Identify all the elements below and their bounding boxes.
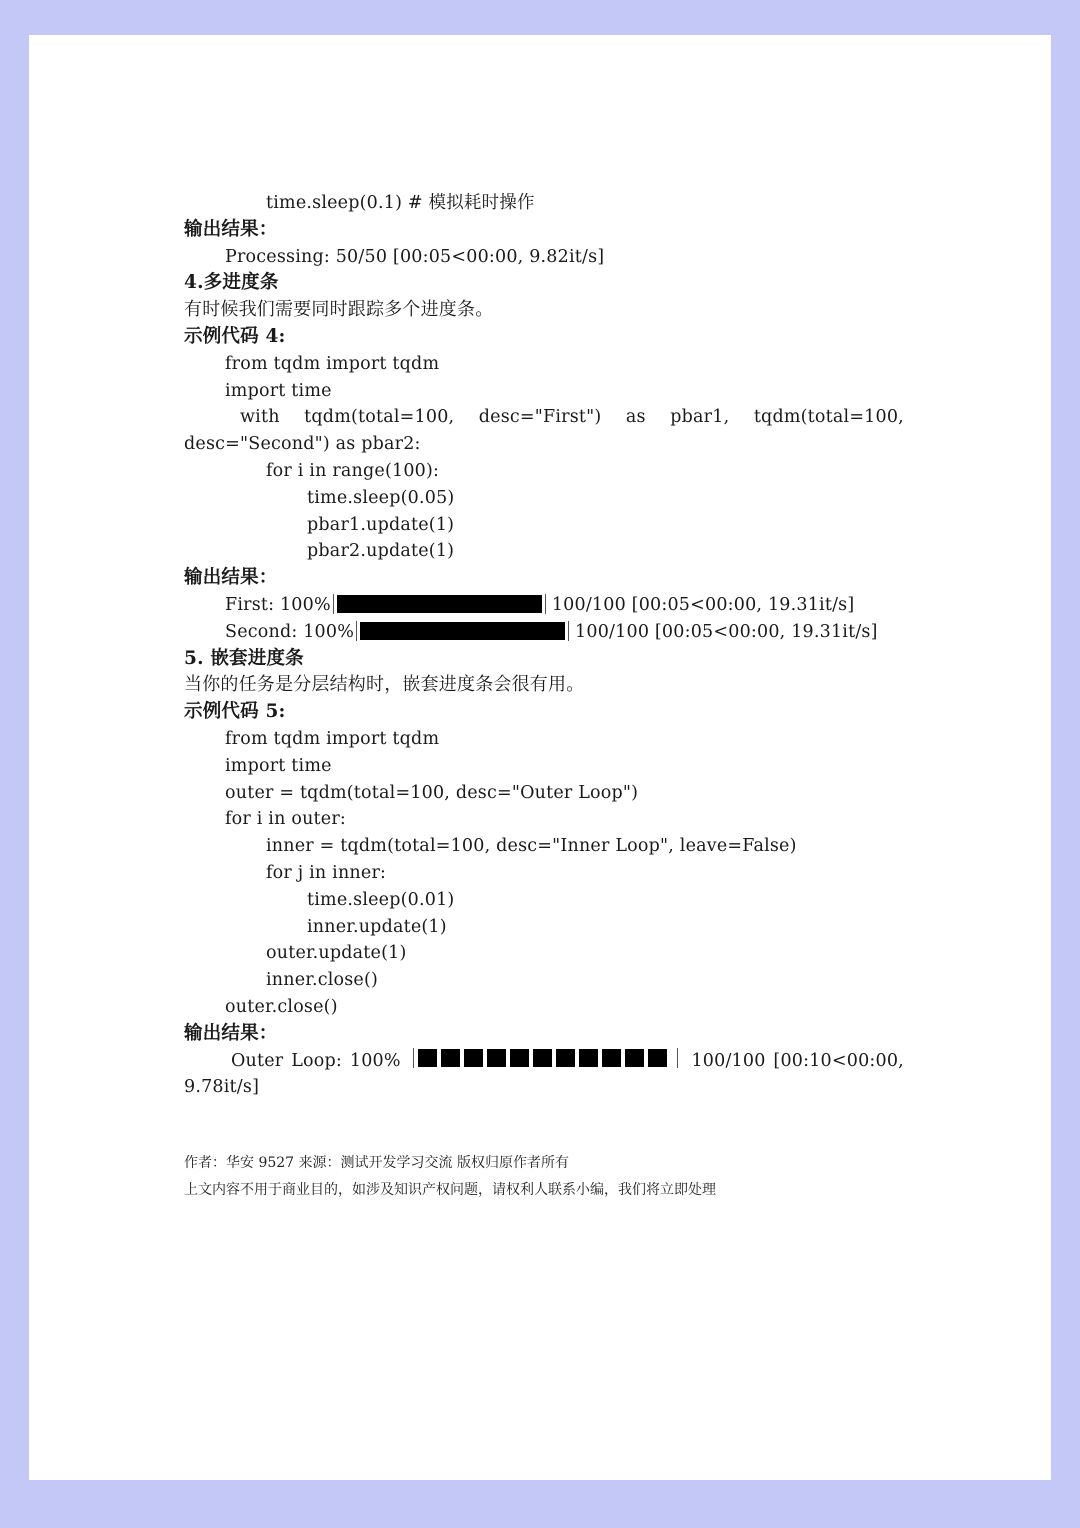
output-heading: 输出结果：: [184, 1022, 278, 1044]
document-body: [184, 190, 904, 1101]
paragraph: 有时候我们需要同时跟踪多个进度条。: [184, 299, 494, 321]
progress-bar-first: [333, 594, 546, 614]
progress-segment: [487, 1049, 506, 1067]
progress-bar-outer: [413, 1048, 678, 1068]
progress-segment: [648, 1049, 667, 1067]
output-heading: 输出结果：: [184, 218, 278, 240]
progress-segment: [441, 1049, 460, 1067]
section-title: 4.多进度条: [184, 272, 279, 294]
code-line: pbar1.update(1): [307, 514, 455, 535]
progress-line-first: [184, 592, 904, 619]
code-line: time.sleep(0.05): [307, 487, 455, 508]
code-token: tqdm(total=100,: [753, 407, 904, 428]
code-token: desc="First"): [478, 407, 602, 428]
output-line: Processing: 50/50 [00:05<00:00, 9.82it/s]: [225, 246, 605, 267]
progress-stats: [00:10<00:00,: [773, 1050, 904, 1071]
progress-stats: 100/100 [00:05<00:00, 19.31it/s]: [551, 594, 855, 615]
code-line: for j in inner:: [266, 862, 387, 883]
code-line-justified: [184, 404, 904, 431]
output-line: 9.78it/s]: [184, 1077, 260, 1098]
progress-label: Second: 100%: [225, 621, 355, 642]
progress-fill: [360, 622, 565, 640]
progress-segment: [625, 1049, 644, 1067]
example-heading: 示例代码 4:: [184, 325, 286, 347]
progress-segment: [579, 1049, 598, 1067]
progress-stats: 100/100: [691, 1050, 766, 1071]
progress-bar-second: [356, 621, 569, 641]
code-line: inner.update(1): [307, 916, 447, 937]
code-line: import time: [225, 380, 332, 401]
code-token: tqdm(total=100,: [304, 407, 455, 428]
progress-segment: [602, 1049, 621, 1067]
code-line: time.sleep(0.01): [307, 889, 455, 910]
progress-segment: [464, 1049, 483, 1067]
code-line: pbar2.update(1): [307, 541, 455, 562]
section-title: 5. 嵌套进度条: [184, 647, 304, 669]
document-page: [29, 35, 1051, 1480]
code-token: with: [240, 407, 280, 428]
code-line: outer.close(): [225, 996, 338, 1017]
progress-segment: [533, 1049, 552, 1067]
progress-line-outer: [184, 1048, 904, 1075]
progress-label-word: Loop:: [291, 1050, 343, 1071]
paragraph: 当你的任务是分层结构时，嵌套进度条会很有用。: [184, 674, 585, 696]
code-line: inner = tqdm(total=100, desc="Inner Loop", leave=False): [266, 836, 797, 857]
code-token: pbar1,: [670, 407, 730, 428]
progress-segment: [510, 1049, 529, 1067]
progress-segment: [556, 1049, 575, 1067]
example-heading: 示例代码 5:: [184, 701, 286, 723]
code-line: time.sleep(0.1) # 模拟耗时操作: [266, 193, 535, 213]
progress-label-word: 100%: [349, 1050, 401, 1071]
footer-attribution: 作者：华安 9527 来源：测试开发学习交流 版权归原作者所有: [184, 1155, 569, 1171]
progress-label: First: 100%: [225, 594, 331, 615]
code-line: inner.close(): [266, 970, 379, 991]
footer-disclaimer: 上文内容不用于商业目的，如涉及知识产权问题，请权利人联系小编，我们将立即处理: [184, 1182, 716, 1198]
code-line: desc="Second") as pbar2:: [184, 434, 421, 455]
code-token: as: [625, 407, 646, 428]
code-line: from tqdm import tqdm: [225, 728, 440, 749]
code-line: outer = tqdm(total=100, desc="Outer Loop"): [225, 782, 639, 803]
progress-line-second: [184, 619, 904, 646]
code-line: outer.update(1): [266, 943, 407, 964]
code-line: for i in range(100):: [266, 460, 440, 481]
output-heading: 输出结果：: [184, 567, 278, 589]
progress-stats: 100/100 [00:05<00:00, 19.31it/s]: [575, 621, 878, 642]
code-line: for i in outer:: [225, 809, 346, 830]
progress-segment: [418, 1049, 437, 1067]
code-line: from tqdm import tqdm: [225, 353, 440, 374]
progress-label-word: Outer: [231, 1050, 284, 1071]
progress-fill: [337, 595, 542, 613]
footer: [184, 1150, 716, 1204]
code-line: import time: [225, 755, 332, 776]
